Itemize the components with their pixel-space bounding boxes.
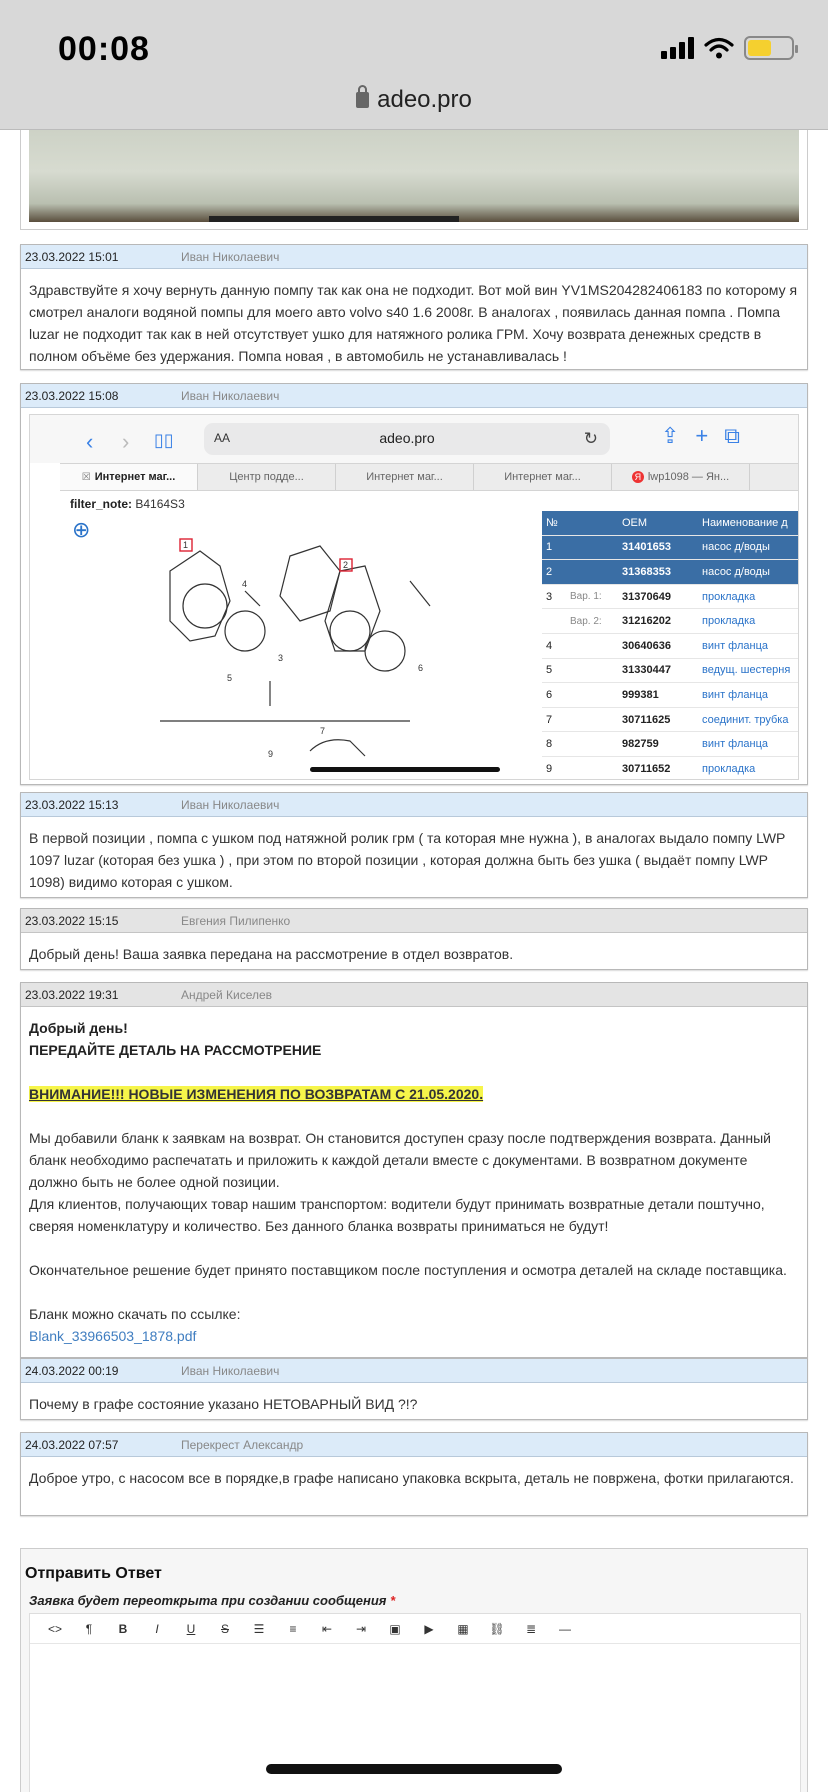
row-variant: Вар. 2: (570, 615, 602, 627)
message-header (21, 245, 807, 269)
message-text: Доброе утро, с насосом все в порядке,в графе написано упаковка вскрыта, деталь не повржена, фотки прилагаются. (29, 1470, 794, 1486)
row-name[interactable]: насос д/воды (702, 541, 770, 554)
photo-image (29, 130, 799, 222)
message-date: 23.03.2022 19:31 (25, 987, 119, 1002)
address-domain: adeo.pro (377, 86, 472, 113)
row-name[interactable]: соединит. трубка (702, 713, 789, 726)
required-mark: * (390, 1593, 396, 1608)
greeting: Добрый день! (29, 1020, 128, 1036)
link-icon[interactable]: ⛓ (489, 1621, 505, 1636)
text-size-icon: AA (214, 431, 231, 445)
paragraph: Бланк можно скачать по ссылке: (29, 1306, 241, 1322)
message-author: Иван Николаевич (181, 388, 280, 403)
row-number: 8 (546, 738, 553, 751)
message-date: 23.03.2022 15:01 (25, 249, 119, 264)
row-number: 3 (546, 590, 553, 603)
yandex-icon: Я (632, 471, 644, 483)
shot-tab: Центр подде... (198, 464, 336, 490)
row-name[interactable]: винт фланца (702, 688, 768, 701)
shot-tab: Интернет маг... (336, 464, 474, 490)
parts-table-row (542, 708, 799, 733)
lock-icon (356, 92, 369, 108)
forward-icon: › (122, 429, 130, 454)
wifi-icon (704, 37, 734, 59)
message (20, 982, 808, 1358)
horizontal-rule-icon[interactable]: — (559, 1621, 571, 1636)
message-date: 23.03.2022 15:08 (25, 388, 119, 403)
row-number: 5 (546, 664, 553, 677)
address-bar[interactable] (0, 86, 828, 114)
shot-tab: Интернет маг... (474, 464, 612, 490)
battery-icon (744, 36, 794, 60)
paragraph: Мы добавили бланк к заявкам на возврат. Он становится доступен сразу после подтверждения возврата. Данный бланк необходимо распечатать и приложить к каждой детали вместе с документами. В возвратном документе должно быть не более одной позиции. (29, 1130, 771, 1190)
row-oem: 31401653 (622, 541, 671, 554)
reopen-note: Заявка будет переоткрыта при создании сообщения * (29, 1593, 396, 1608)
message-author: Иван Николаевич (181, 797, 280, 812)
row-number: 2 (546, 565, 553, 578)
add-tab-icon: + (695, 423, 709, 448)
diagram-label: 2 (343, 560, 349, 570)
message-date: 24.03.2022 07:57 (25, 1437, 119, 1452)
row-name[interactable]: прокладка (702, 762, 756, 775)
italic-icon[interactable]: I (155, 1621, 159, 1636)
row-oem: 30640636 (622, 639, 671, 652)
parts-table-header: № OEM Наименование д (542, 511, 799, 536)
status-time: 00:08 (58, 30, 150, 68)
message-author: Евгения Пилипенко (181, 913, 291, 928)
message (20, 792, 808, 898)
row-number: 9 (546, 762, 553, 775)
message (20, 1358, 808, 1420)
parts-diagram (150, 511, 460, 761)
message-header (21, 1433, 807, 1457)
reply-title: Отправить Ответ (25, 1565, 162, 1582)
message-author: Перекрест Александр (181, 1437, 304, 1452)
row-number: 4 (546, 639, 553, 652)
video-icon[interactable]: ▶ (424, 1621, 434, 1636)
message (20, 1432, 808, 1516)
parts-table-row (542, 585, 799, 610)
message-text: В первой позиции , помпа с ушком под натяжной ролик грм ( та которая мне нужна ), в аналогах выдало помпу LWP 1097 luzar (которая без ушка ) , при этом по второй позиции , которая должна быть без ушка ( выдаёт помпу LWP 1098) видимо которая с ушком. (29, 830, 786, 890)
row-oem: 31368353 (622, 565, 671, 578)
message-header (21, 983, 807, 1007)
diagram-label: 4 (242, 579, 248, 589)
shot-filter-note: filter_note: B4164S3 (70, 497, 185, 511)
status-icons (661, 36, 794, 60)
row-oem: 982759 (622, 738, 659, 751)
reply-form (20, 1548, 808, 1792)
shot-tab: ☒ Интернет маг... (60, 464, 198, 490)
parts-table-row (542, 634, 799, 659)
message-author: Иван Николаевич (181, 1363, 280, 1378)
paragraph-icon[interactable]: ¶ (85, 1621, 93, 1636)
message-header (21, 909, 807, 933)
row-oem: 30711625 (622, 713, 671, 726)
shot-browser-bar (30, 415, 798, 463)
blank-download-link[interactable]: Blank_33966503_1878.pdf (29, 1328, 197, 1344)
share-icon: ⇪ (660, 423, 680, 448)
paragraph: Для клиентов, получающих товар нашим транспортом: водители будут принимать возвратные детали поштучно, сверяя номенклатуру и количество. Без данного бланка возвраты приниматься не будут! (29, 1196, 765, 1234)
diagram-label: 1 (183, 540, 189, 550)
message-text: Здравствуйте я хочу вернуть данную помпу так как она не подходит. Вот мой вин YV1MS204282406183 по которому я смотрел аналоги водяной помпы для моего авто volvo s40 1.6 2008г. В аналогах , появилась данная помпа . Помпа luzar не подходит так как в ней отсутствует ушко для натяжного ролика ГРМ. Хочу возврата денежных средств в полном объёме без удержания. Помпа новая , в автомобиль не устанавливалась ! (29, 282, 798, 364)
shot-toolbar-icons (661, 423, 740, 449)
reload-icon: ↻ (583, 429, 598, 448)
message (20, 244, 808, 370)
signal-icon (661, 37, 694, 59)
message-author: Иван Николаевич (181, 249, 280, 264)
parts-table-row (542, 732, 799, 757)
row-oem: 31216202 (622, 615, 671, 628)
diagram-label: 9 (268, 749, 274, 759)
numbered-list-icon[interactable]: ≡ (289, 1621, 297, 1636)
code-view-icon[interactable]: <> (47, 1621, 62, 1636)
diagram-label: 5 (227, 673, 233, 683)
parts-table-row (542, 609, 799, 634)
parts-table-row (542, 757, 799, 780)
home-indicator (266, 1764, 562, 1774)
message-date: 23.03.2022 15:15 (25, 913, 119, 928)
browser-top-bar (0, 0, 828, 130)
paragraph: Окончательное решение будет принято поставщиком после поступления и осмотра деталей на складе поставщика. (29, 1262, 787, 1278)
bold-icon[interactable]: B (118, 1621, 128, 1636)
bookmarks-icon: ▯▯ (154, 430, 174, 450)
row-oem: 30711652 (622, 762, 671, 775)
diagram-label: 7 (320, 726, 326, 736)
parts-table-row (542, 536, 799, 561)
message-date: 24.03.2022 00:19 (25, 1363, 119, 1378)
row-oem: 999381 (622, 688, 659, 701)
row-oem: 31370649 (622, 590, 671, 603)
zoom-icon: ⊕ (72, 517, 91, 542)
image-icon[interactable]: ▣ (389, 1621, 401, 1636)
row-name[interactable]: винт фланца (702, 738, 768, 751)
attached-photo[interactable] (20, 130, 808, 230)
diagram-label: 3 (278, 653, 284, 663)
heading: ПЕРЕДАЙТЕ ДЕТАЛЬ НА РАССМОТРЕНИЕ (29, 1042, 322, 1058)
shot-tab: Я lwp1098 — Ян... (612, 464, 750, 490)
row-number: 6 (546, 688, 553, 701)
bullet-list-icon[interactable]: ☰ (253, 1621, 265, 1636)
close-icon: ☒ (81, 471, 91, 483)
back-icon: ‹ (86, 429, 94, 454)
message-header (21, 793, 807, 817)
message-header (21, 1359, 807, 1383)
row-variant: Вар. 1: (570, 591, 602, 603)
row-number: 1 (546, 541, 553, 554)
outdent-icon[interactable]: ⇤ (321, 1621, 333, 1636)
indent-icon[interactable]: ⇥ (355, 1621, 367, 1636)
editor-toolbar (30, 1614, 800, 1644)
row-oem: 31330447 (622, 664, 671, 677)
shot-address-bar (204, 423, 610, 455)
message-author: Андрей Киселев (181, 987, 273, 1002)
shot-tab-strip (60, 463, 798, 491)
parts-table (542, 511, 799, 780)
parts-table-row (542, 560, 799, 585)
warning-banner: ВНИМАНИЕ!!! НОВЫЕ ИЗМЕНЕНИЯ ПО ВОЗВРАТАМ С 21.05.2020. (29, 1086, 484, 1102)
attached-screenshot[interactable] (29, 414, 799, 780)
shot-domain: adeo.pro (379, 430, 435, 446)
message-text: Добрый день! Ваша заявка передана на рассмотрение в отдел возвратов. (29, 946, 514, 962)
row-name[interactable]: ведущ. шестерня (702, 664, 791, 677)
align-icon[interactable]: ≣ (525, 1621, 537, 1636)
message-text (21, 1007, 807, 1357)
diagram-label: 6 (418, 663, 424, 673)
message (20, 908, 808, 970)
row-name[interactable]: прокладка (702, 590, 756, 603)
message-date: 23.03.2022 15:13 (25, 797, 119, 812)
tabs-icon: ⧉ (724, 423, 740, 448)
underline-icon[interactable]: U (186, 1621, 196, 1636)
message-header (21, 384, 807, 408)
message (20, 383, 808, 785)
strikethrough-icon[interactable]: S (220, 1621, 229, 1636)
parts-table-row (542, 683, 799, 708)
message-text: Почему в графе состояние указано НЕТОВАРНЫЙ ВИД ?!? (29, 1396, 418, 1412)
row-name[interactable]: винт фланца (702, 639, 768, 652)
table-icon[interactable]: ▦ (457, 1621, 469, 1636)
row-name[interactable]: насос д/воды (702, 565, 770, 578)
row-number: 7 (546, 713, 553, 726)
parts-table-row (542, 659, 799, 684)
row-name[interactable]: прокладка (702, 615, 756, 628)
shot-scroll-indicator (310, 767, 500, 772)
